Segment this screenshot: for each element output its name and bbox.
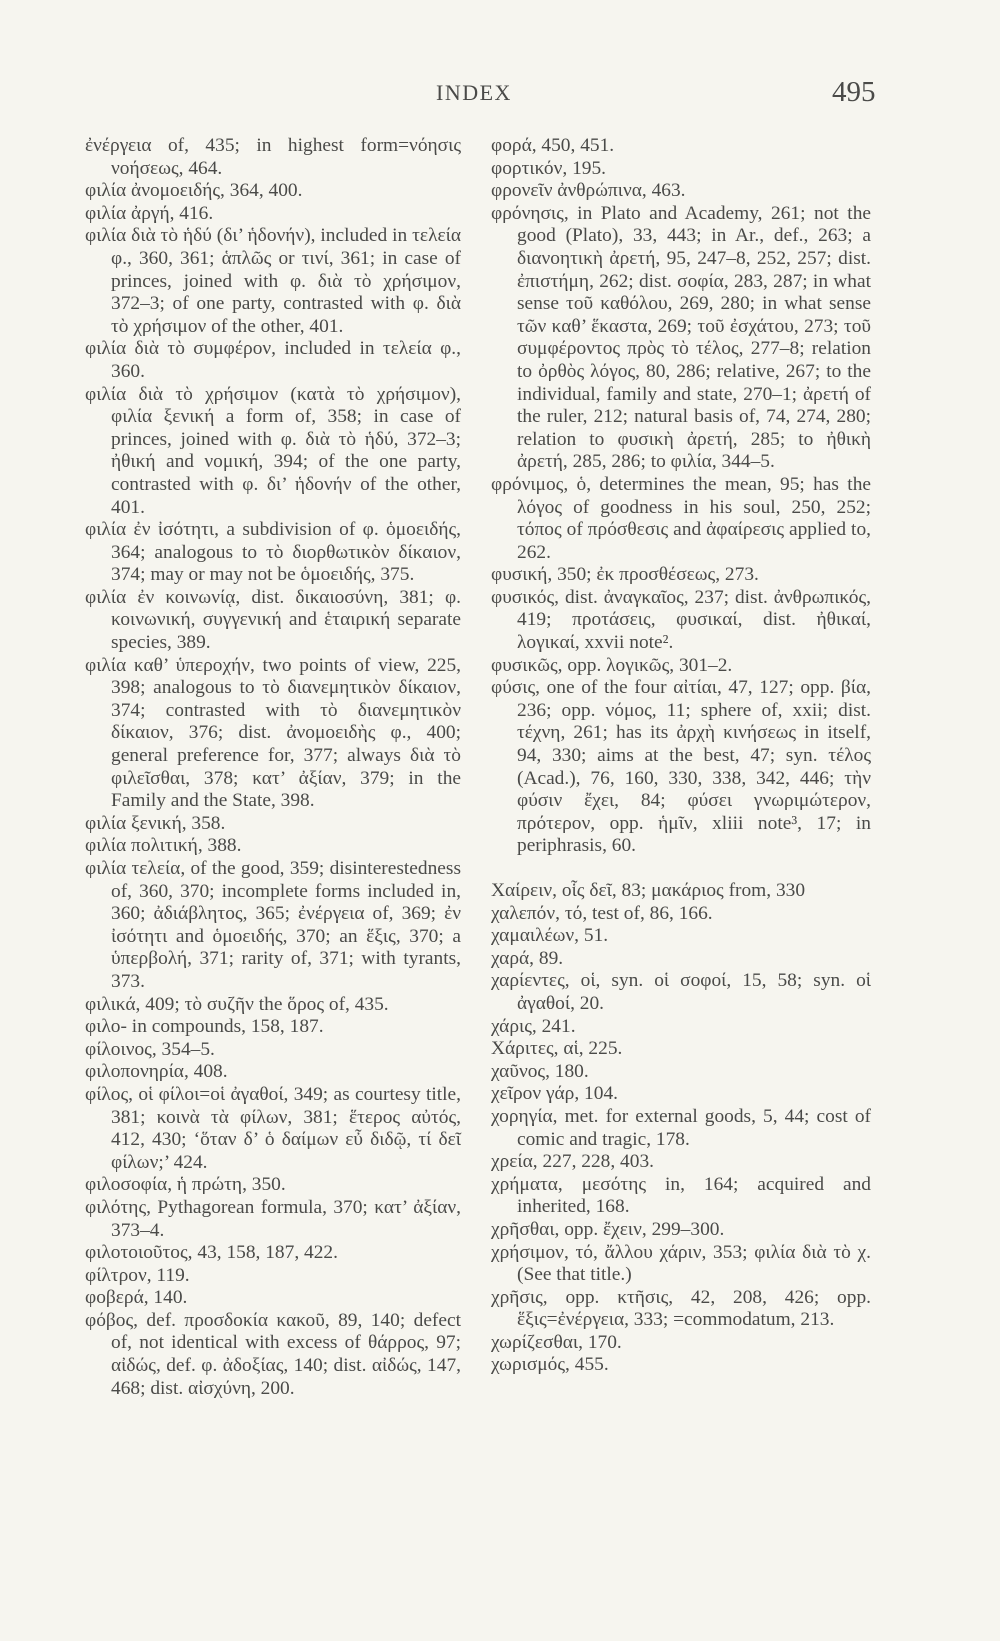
index-entry: φιλία καθ’ ὑπεροχήν, two points of view, 225, 398; analogous to τὸ διανεμητικὸν δίκαιον, 374; contrasted with τὸ διανεμητικὸν δίκαιον, 376; dist. ἀνομοειδὴς φ., 400; general preference for, 377; always διὰ τὸ φιλεῖσθαι, 378; κατ’ ἀξίαν, 379; in the Family and the State, 398. xyxy=(85,654,461,812)
running-head xyxy=(0,76,1000,116)
index-entry: χάρις, 241. xyxy=(491,1015,576,1037)
page-title: INDEX xyxy=(436,80,512,105)
index-entry: φίλοινος, 354–5. xyxy=(85,1038,215,1060)
index-entry: φρονεῖν ἀνθρώπινα, 463. xyxy=(491,180,686,202)
index-entry: φιλία διὰ τὸ χρήσιμον (κατὰ τὸ χρήσιμον), φιλία ξενική a form of, 358; in case of princes, joined with φ. διὰ τὸ ἡδύ, 372–3; ἠθική and νομική, 394; of the one party, contrasted with φ. δι’ ἡδονήν of the other, 401. xyxy=(85,383,461,518)
left-column xyxy=(85,135,461,1400)
index-entry: φιλία ἀργή, 416. xyxy=(85,202,214,224)
index-entry: χαμαιλέων, 51. xyxy=(491,925,609,947)
index-entry: χαῦνος, 180. xyxy=(491,1060,589,1082)
index-entry: χαρά, 89. xyxy=(491,947,564,969)
index-entry: χορηγία, met. for external goods, 5, 44; cost of comic and tragic, 178. xyxy=(491,1105,871,1150)
index-entry: χρῆσις, opp. κτῆσις, 42, 208, 426; opp. ἕξις=ἐνέργεια, 333; =commodatum, 213. xyxy=(491,1286,871,1331)
index-entry: χαρίεντες, οἱ, syn. οἱ σοφοί, 15, 58; syn. οἱ ἀγαθοί, 20. xyxy=(491,970,871,1014)
section-gap xyxy=(491,858,871,880)
right-column xyxy=(491,135,871,1377)
index-entry: φύσις, one of the four αἰτίαι, 47, 127; opp. βία, 236; opp. νόμος, 11; sphere of, xxii; dist. τέχνη, 261; has its ἀρχὴ κινήσεως in itself, 94, 330; aims at the best, 47; syn. τέλος (Acad.), 76, 160, 330, 338, 342, 446; τὴν φύσιν ἔχει, 84; φύσει γνωριμώτερον, πρότερον, opp. ἡμῖν, xliii note³, 17; in periphrasis, 60. xyxy=(491,677,871,857)
index-entry: φιλοσοφία, ἡ πρώτη, 350. xyxy=(85,1174,286,1196)
index-entry: χωρισμός, 455. xyxy=(491,1354,609,1376)
index-entry: φιλοπονηρία, 408. xyxy=(85,1061,228,1083)
index-entry: φιλία διὰ τὸ ἡδύ (δι’ ἡδονήν), included in τελεία φ., 360, 361; ἁπλῶς or τινί, 361; in case of princes, joined with φ. διὰ τὸ χρήσιμον, 372–3; of one party, contrasted with φ. διὰ τὸ χρήσιμον of the other, 401. xyxy=(85,225,461,337)
index-entry: φιλο- in compounds, 158, 187. xyxy=(85,1016,324,1038)
index-entry: φυσική, 350; ἐκ προσθέσεως, 273. xyxy=(491,564,759,586)
index-entry: χωρίζεσθαι, 170. xyxy=(491,1331,622,1353)
index-entry: χρήματα, μεσότης in, 164; acquired and inherited, 168. xyxy=(491,1173,871,1218)
index-entry: χρεία, 227, 228, 403. xyxy=(491,1151,654,1173)
index-entry: φυσικός, dist. ἀναγκαῖος, 237; dist. ἀνθρωπικός, 419; προτάσεις, φυσικαί, dist. ἠθικαί, λογικαί, xxvii note². xyxy=(491,586,871,654)
index-entry: φρόνιμος, ὁ, determines the mean, 95; has the λόγος of goodness in his soul, 250, 252; τόπος of πρόσθεσις and ἀφαίρεσις applied to, 262. xyxy=(491,473,871,563)
index-entry: φιλότης, Pythagorean formula, 370; κατ’ ἀξίαν, 373–4. xyxy=(85,1196,461,1241)
page-number: 495 xyxy=(832,76,876,108)
index-entry: φόβος, def. προσδοκία κακοῦ, 89, 140; defect of, not identical with excess of θάρρος, 97; αἰδώς, def. φ. ἀδοξίας, 140; dist. αἰδώς, 147, 468; dist. αἰσχύνη, 200. xyxy=(85,1309,461,1399)
index-entry: φρόνησις, in Plato and Academy, 261; not the good (Plato), 33, 443; in Ar., def., 263; a διανοητικὴ ἀρετή, 95, 247–8, 252, 257; dist. ἐπιστήμη, 262; dist. σοφία, 283, 287; in what sense τοῦ καθόλου, 269, 280; in what sense τῶν καθ’ ἕκαστα, 269; τοῦ ἐσχάτου, 273; τοῦ συμφέροντος πρὸς τὸ τέλος, 277–8; relation to ὀρθὸς λόγος, 80, 286; relative, 267; to the individual, family and state, 270–1; ἀρετή of the ruler, 212; natural basis of, 74, 274, 280; relation to φυσικὴ ἀρετή, 285; to ἠθικὴ ἀρετή, 285, 286; to φιλία, 344–5. xyxy=(491,202,871,473)
index-entry: Χάριτες, αἱ, 225. xyxy=(491,1038,623,1060)
index-entry: φορά, 450, 451. xyxy=(491,135,615,156)
index-entry: φίλτρον, 119. xyxy=(85,1264,190,1286)
index-entry: Χαίρειν, οἷς δεῖ, 83; μακάριος from, 330 xyxy=(491,880,806,901)
index-entry: φιλοτοιοῦτος, 43, 158, 187, 422. xyxy=(85,1242,338,1264)
index-entry: χεῖρον γάρ, 104. xyxy=(491,1083,618,1105)
index-entry: φορτικόν, 195. xyxy=(491,157,607,179)
index-entry: φιλία τελεία, of the good, 359; disinterestedness of, 360, 370; incomplete forms included in, 360; ἀδιάβλητος, 365; ἐνέργεια of, 369; ἐν ἰσότητι and ὁμοειδής, 370; an ἕξις, 370; a ὑπερβολή, 371; rarity of, 371; with tyrants, 373. xyxy=(85,858,461,992)
index-entry: φιλία ξενική, 358. xyxy=(85,812,226,834)
index-entry: φίλος, οἱ φίλοι=οἱ ἀγαθοί, 349; as courtesy title, 381; κοινὰ τὰ φίλων, 381; ἕτερος αὐτός, 412, 430; ‘ὅταν δ’ ὁ δαίμων εὖ διδῷ, τί δεῖ φίλων;’ 424. xyxy=(85,1083,461,1173)
index-entry: φιλία πολιτική, 388. xyxy=(85,835,242,857)
index-entry: χρήσιμον, τό, ἄλλου χάριν, 353; φιλία διὰ τὸ χ. (See that title.) xyxy=(491,1241,871,1286)
index-entry: φιλία διὰ τὸ συμφέρον, included in τελεία φ., 360. xyxy=(85,338,461,382)
index-entry: φιλία ἐν ἰσότητι, a subdivision of φ. ὁμοειδής, 364; analogous to τὸ διορθωτικὸν δίκαιον, 374; may or may not be ὁμοειδής, 375. xyxy=(85,519,461,586)
index-entry: χαλεπόν, τό, test of, 86, 166. xyxy=(491,902,713,924)
index-entry: φοβερά, 140. xyxy=(85,1287,188,1309)
index-entry: φυσικῶς, opp. λογικῶς, 301–2. xyxy=(491,654,733,676)
index-entry: φιλικά, 409; τὸ συζῆν the ὅρος of, 435. xyxy=(85,993,389,1015)
index-entry: χρῆσθαι, opp. ἔχειν, 299–300. xyxy=(491,1218,725,1240)
index-entry: φιλία ἀνομοειδής, 364, 400. xyxy=(85,180,303,202)
index-entry: ἐνέργεια of, 435; in highest form=νόησις νοήσεως, 464. xyxy=(85,135,461,179)
index-entry: φιλία ἐν κοινωνίᾳ, dist. δικαιοσύνη, 381; φ. κοινωνική, συγγενική and ἑταιρική separate species, 389. xyxy=(85,586,461,654)
